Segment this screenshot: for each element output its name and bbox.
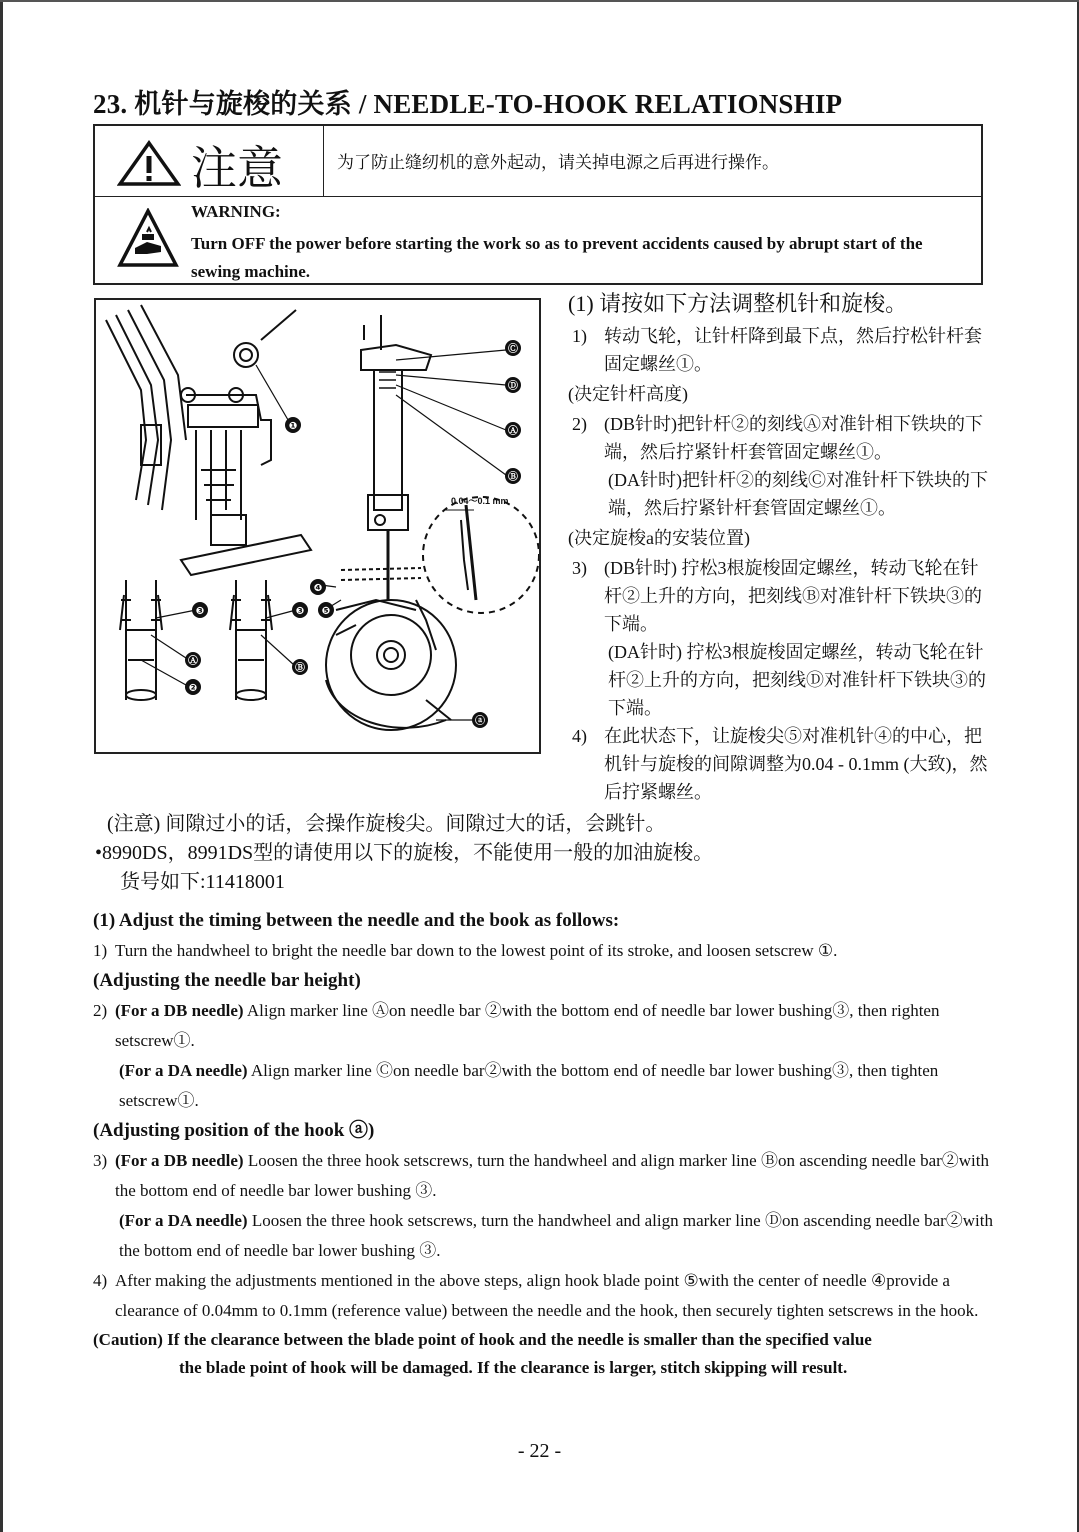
da-needle-label: (For a DA needle) — [119, 1211, 248, 1230]
warning-box — [93, 124, 983, 285]
jp-step-1 — [568, 322, 993, 378]
db-needle-label: (For a DB needle) — [115, 1151, 244, 1170]
step-number: 4) — [93, 1271, 108, 1290]
svg-text:❸: ❸ — [195, 606, 205, 617]
jp-step-4 — [568, 722, 993, 806]
gap-label: 0.04～0.1 mm — [451, 496, 509, 506]
en-caution-line-2: the blade point of hook will be damaged. If the clearance is larger, stitch skipping will result. — [179, 1358, 848, 1377]
svg-text:ⓐ: ⓐ — [475, 716, 485, 727]
callout-3-left — [192, 602, 208, 618]
svg-text:❹: ❹ — [313, 583, 323, 594]
svg-text:Ⓑ: Ⓑ — [295, 663, 305, 674]
page-edge-left — [0, 0, 3, 1532]
jp-notes — [95, 810, 1055, 897]
jp-step-2b: (DA针时)把针杆②的刻线Ⓒ对准针杆下铁块的下端，然后拧紧针杆套管固定螺丝①。 — [608, 470, 988, 518]
jp-caution-note: (注意) 间隙过小的话，会操作旋梭尖。间隙过大的话，会跳针。 — [107, 813, 666, 835]
svg-text:Ⓒ: Ⓒ — [508, 344, 518, 355]
warning-jp-header — [95, 126, 324, 196]
step-number: 3) — [93, 1151, 108, 1170]
svg-text:❷: ❷ — [188, 683, 198, 694]
en-step-2b — [93, 1056, 993, 1116]
step-text — [115, 1146, 993, 1206]
svg-text:Ⓓ: Ⓓ — [508, 381, 518, 392]
jp-model-note: •8990DS，8991DS型的请使用以下的旋梭，不能使用一般的加油旋梭。 — [95, 842, 714, 864]
callout-b — [505, 468, 521, 484]
callout-a — [505, 422, 521, 438]
svg-text:❸: ❸ — [295, 606, 305, 617]
jp-step-3b: (DA针时) 拧松3根旋梭固定螺丝，转动飞轮在针杆②上升的方向，把刻线Ⓓ对准针杆下铁块③的下端。 — [608, 642, 986, 718]
svg-text:Ⓐ: Ⓐ — [508, 426, 518, 437]
callout-c — [505, 340, 521, 356]
en-heading: (1) Adjust the timing between the needle and the book as follows: — [93, 910, 620, 931]
page-number: - 22 - — [517, 1440, 562, 1462]
en-subheading-1: (Adjusting the needle bar height) — [93, 970, 361, 991]
callout-2-left — [185, 679, 201, 695]
da-needle-label: (For a DA needle) — [119, 1061, 248, 1080]
callout-1 — [285, 417, 301, 433]
warning-jp-text: 为了防止缝纫机的意外起动，请关掉电源之后再进行操作。 — [337, 153, 779, 172]
machine-illustration — [96, 300, 541, 754]
callout-5 — [318, 602, 334, 618]
svg-text:❶: ❶ — [288, 421, 298, 432]
step-number: 2) — [93, 1001, 108, 1020]
step-text: After making the adjustments mentioned in the above steps, align hook blade point ⑤with the center of needle ④provide a clearance of 0.04mm to 0.1mm (reference value) between the needle and the hook, then securely tighten setscrews in the hook. — [115, 1271, 979, 1320]
step-3a-text: Loosen the three hook setscrews, turn the handwheel and align marker line Ⓑon ascending needle bar②with the bottom end of needle bar lower bushing ③. — [115, 1151, 989, 1200]
step-number: 1) — [93, 941, 108, 960]
callout-hook-a — [472, 712, 488, 728]
warning-triangle-icon — [117, 140, 181, 186]
step-text: 在此状态下，让旋梭尖⑤对准机针④的中心，把机针与旋梭的间隙调整为0.04 - 0.1mm (大致)，然后拧紧螺丝。 — [604, 726, 988, 802]
callout-3-right — [292, 602, 308, 618]
step-number: 1) — [572, 326, 587, 346]
jp-subheading-1: (决定针杆高度) — [568, 384, 688, 404]
jp-instructions — [568, 290, 993, 806]
hand-hazard-icon — [117, 208, 179, 268]
step-number: 4) — [572, 726, 587, 746]
warning-en-title: WARNING: — [191, 202, 281, 221]
warning-jp-row — [95, 126, 981, 197]
en-subheading-2: (Adjusting position of the hook ⓐ) — [93, 1120, 375, 1141]
jp-subheading-2: (决定旋梭a的安装位置) — [568, 528, 750, 548]
step-text: (DB针时) 拧松3根旋梭固定螺丝，转动飞轮在针杆②上升的方向，把刻线Ⓑ对准针杆下铁块③的下端。 — [604, 558, 982, 634]
step-text — [115, 996, 993, 1056]
step-3b-text: Loosen the three hook setscrews, turn the handwheel and align marker line Ⓓon ascending needle bar②with the bottom end of needle bar lower bushing ③. — [119, 1211, 993, 1260]
en-step-3b — [93, 1206, 993, 1266]
step-number: 2) — [572, 414, 587, 434]
en-step-2 — [93, 996, 993, 1056]
step-text: (DB针时)把针杆②的刻线Ⓐ对准针相下铁块的下端，然后拧紧针杆套管固定螺丝①。 — [604, 414, 983, 462]
en-caution-line-1: (Caution) If the clearance between the blade point of hook and the needle is smaller than the specified value — [93, 1330, 872, 1349]
needle-hook-diagram — [94, 298, 541, 754]
en-step-1 — [93, 936, 993, 966]
step-2b-text: Align marker line Ⓒon needle bar②with the bottom end of needle bar lower bushing③, then tighten setscrew①. — [119, 1061, 939, 1110]
jp-step-3 — [568, 554, 993, 638]
db-needle-label: (For a DB needle) — [115, 1001, 244, 1020]
en-step-4 — [93, 1266, 993, 1326]
svg-text:Ⓑ: Ⓑ — [508, 472, 518, 483]
callout-4 — [310, 579, 326, 595]
callout-d — [505, 377, 521, 393]
step-text: 转动飞轮，让针杆降到最下点，然后拧松针杆套固定螺丝①。 — [604, 326, 982, 374]
jp-heading: (1) 请按如下方法调整机针和旋梭。 — [568, 291, 908, 316]
svg-text:Ⓐ: Ⓐ — [188, 656, 198, 667]
page-edge-top — [0, 0, 1079, 2]
jp-part-number: 货号如下:11418001 — [120, 871, 285, 893]
step-number: 3) — [572, 558, 587, 578]
step-2a-text: Align marker line Ⓐon needle bar ②with the bottom end of needle bar lower bushing③, then righten setscrew①. — [115, 1001, 940, 1050]
step-text: Turn the handwheel to bright the needle bar down to the lowest point of its stroke, and loosen setscrew ①. — [115, 941, 838, 960]
warning-en-text: Turn OFF the power before starting the work so as to prevent accidents caused by abrupt start of the sewing machine. — [191, 234, 923, 281]
en-step-3 — [93, 1146, 993, 1206]
en-instructions — [93, 906, 993, 1382]
section-title: 23. 机针与旋梭的关系 / NEEDLE-TO-HOOK RELATIONSHIP — [93, 89, 843, 119]
jp-step-2 — [568, 410, 993, 466]
callout-b-small — [292, 659, 308, 675]
warning-jp-title: 注意 — [191, 141, 283, 195]
svg-text:❺: ❺ — [321, 606, 331, 617]
callout-a-small — [185, 652, 201, 668]
